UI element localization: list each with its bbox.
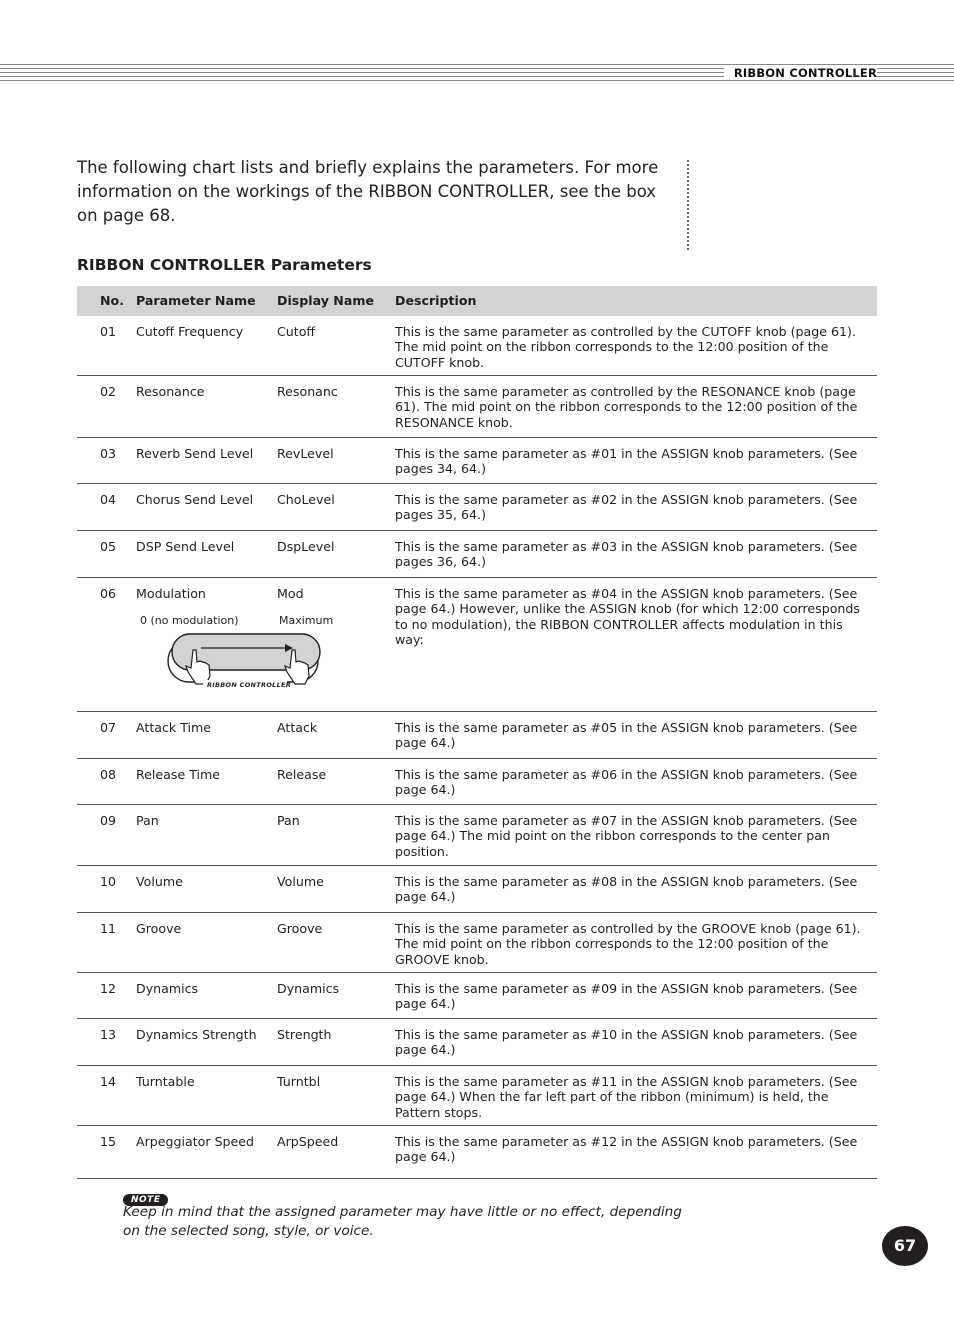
page-number: 67 — [882, 1226, 928, 1266]
table-header — [77, 286, 877, 316]
row-display-name: Strength — [277, 1027, 332, 1042]
header-no: No. — [100, 293, 124, 308]
header-parameter-name: Parameter Name — [136, 293, 256, 308]
row-description: This is the same parameter as #11 in the ASSIGN knob parameters. (See page 64.) When the far left part of the ribbon (minimum) is held, the Pattern stops. — [395, 1074, 858, 1120]
row-parameter-name: Turntable — [136, 1074, 195, 1089]
table-row — [77, 1019, 877, 1066]
row-parameter-name: Groove — [136, 921, 182, 936]
row-parameter-name: Dynamics — [136, 981, 199, 996]
row-parameter-name: Pan — [136, 813, 159, 828]
row-no: 13 — [100, 1027, 117, 1042]
table-row — [77, 531, 877, 578]
table-row — [77, 438, 877, 484]
row-description: This is the same parameter as #06 in the ASSIGN knob parameters. (See page 64.) — [395, 767, 858, 798]
table-row — [77, 913, 877, 973]
table-row — [77, 759, 877, 805]
table-row — [77, 316, 877, 376]
row-parameter-name: Arpeggiator Speed — [136, 1134, 255, 1149]
row-no: 14 — [100, 1074, 117, 1089]
row-parameter-name: Chorus Send Level — [136, 492, 254, 507]
row-parameter-name: Dynamics Strength — [136, 1027, 257, 1042]
row-description: This is the same parameter as #05 in the ASSIGN knob parameters. (See page 64.) — [395, 720, 858, 751]
row-display-name: Resonanc — [277, 384, 338, 399]
row-parameter-name: Modulation — [136, 586, 206, 601]
note-badge: NOTE — [123, 1194, 168, 1206]
row-description: This is the same parameter as #10 in the ASSIGN knob parameters. (See page 64.) — [395, 1027, 858, 1058]
ribbon-label: RIBBON CONTROLLER — [207, 681, 292, 689]
row-display-name: Attack — [277, 720, 318, 735]
note-text: Keep in mind that the assigned parameter may have little or no effect, depending on the selected song, style, or voice. — [123, 1204, 682, 1239]
table-row — [77, 866, 877, 913]
table-row — [77, 1126, 877, 1179]
row-parameter-name: Volume — [136, 874, 183, 889]
row-display-name: DspLevel — [277, 539, 335, 554]
row-parameter-name: Reverb Send Level — [136, 446, 254, 461]
row-description: This is the same parameter as #07 in the ASSIGN knob parameters. (See page 64.) The mid point on the ribbon corresponds to the center pan position. — [395, 813, 858, 859]
row-parameter-name: Release Time — [136, 767, 221, 782]
row-no: 06 — [100, 586, 117, 601]
row-description: This is the same parameter as #12 in the ASSIGN knob parameters. (See page 64.) — [395, 1134, 858, 1165]
dotted-divider — [687, 160, 689, 250]
row-parameter-name: Attack Time — [136, 720, 212, 735]
row-description: This is the same parameter as #03 in the ASSIGN knob parameters. (See pages 36, 64.) — [395, 539, 858, 570]
row-display-name: Release — [277, 767, 327, 782]
figure-min-label: 0 (no modulation) — [140, 614, 239, 627]
row-parameter-name: DSP Send Level — [136, 539, 235, 554]
row-display-name: Volume — [277, 874, 324, 889]
row-no: 04 — [100, 492, 117, 507]
table-row — [77, 973, 877, 1019]
row-no: 01 — [100, 324, 117, 339]
ribbon-figure — [137, 614, 377, 699]
row-no: 07 — [100, 720, 117, 735]
row-description: This is the same parameter as #09 in the ASSIGN knob parameters. (See page 64.) — [395, 981, 858, 1012]
row-display-name: ChoLevel — [277, 492, 335, 507]
row-no: 03 — [100, 446, 117, 461]
row-no: 02 — [100, 384, 117, 399]
table-row — [77, 712, 877, 759]
section-title: RIBBON CONTROLLER — [724, 66, 877, 80]
row-description: This is the same parameter as #01 in the ASSIGN knob parameters. (See pages 34, 64.) — [395, 446, 858, 477]
row-display-name: RevLevel — [277, 446, 334, 461]
table-row — [77, 578, 877, 712]
row-no: 05 — [100, 539, 117, 554]
row-no: 10 — [100, 874, 117, 889]
table-row — [77, 1066, 877, 1126]
row-display-name: Pan — [277, 813, 300, 828]
row-display-name: Groove — [277, 921, 323, 936]
row-no: 11 — [100, 921, 117, 936]
row-parameter-name: Cutoff Frequency — [136, 324, 244, 339]
row-parameter-name: Resonance — [136, 384, 205, 399]
intro-paragraph: The following chart lists and briefly explains the parameters. For more information on the workings of the RIBBON CONTROLLER, see the box on page 68. — [77, 158, 659, 225]
header-display-name: Display Name — [277, 293, 375, 308]
row-no: 12 — [100, 981, 117, 996]
table-row — [77, 805, 877, 866]
figure-max-label: Maximum — [279, 614, 334, 627]
row-description: This is the same parameter as #02 in the ASSIGN knob parameters. (See pages 35, 64.) — [395, 492, 858, 523]
row-no: 08 — [100, 767, 117, 782]
row-display-name: ArpSpeed — [277, 1134, 339, 1149]
table-row — [77, 376, 877, 438]
row-description: This is the same parameter as controlled by the CUTOFF knob (page 61). The mid point on the ribbon corresponds to the 12:00 position of the CUTOFF knob. — [395, 324, 856, 370]
row-display-name: Turntbl — [277, 1074, 321, 1089]
row-description: This is the same parameter as #08 in the ASSIGN knob parameters. (See page 64.) — [395, 874, 858, 905]
row-description: This is the same parameter as #04 in the ASSIGN knob parameters. (See page 64.) However, unlike the ASSIGN knob (for which 12:00 corresponds to no modulation), the RIBBON CONTROLLER affects modulation in this way: — [395, 586, 860, 647]
row-description: This is the same parameter as controlled by the GROOVE knob (page 61). The mid point on the ribbon corresponds to the 12:00 position of the GROOVE knob. — [395, 921, 861, 967]
table-heading: RIBBON CONTROLLER Parameters — [77, 256, 372, 274]
parameters-table — [77, 286, 877, 1179]
row-display-name: Mod — [277, 586, 304, 601]
table-row — [77, 484, 877, 531]
row-no: 15 — [100, 1134, 117, 1149]
header-description: Description — [395, 293, 477, 308]
row-display-name: Dynamics — [277, 981, 340, 996]
row-no: 09 — [100, 813, 117, 828]
row-description: This is the same parameter as controlled by the RESONANCE knob (page 61). The mid point on the ribbon corresponds to the 12:00 position of the RESONANCE knob. — [395, 384, 858, 430]
note-block — [123, 1187, 682, 1239]
row-display-name: Cutoff — [277, 324, 316, 339]
